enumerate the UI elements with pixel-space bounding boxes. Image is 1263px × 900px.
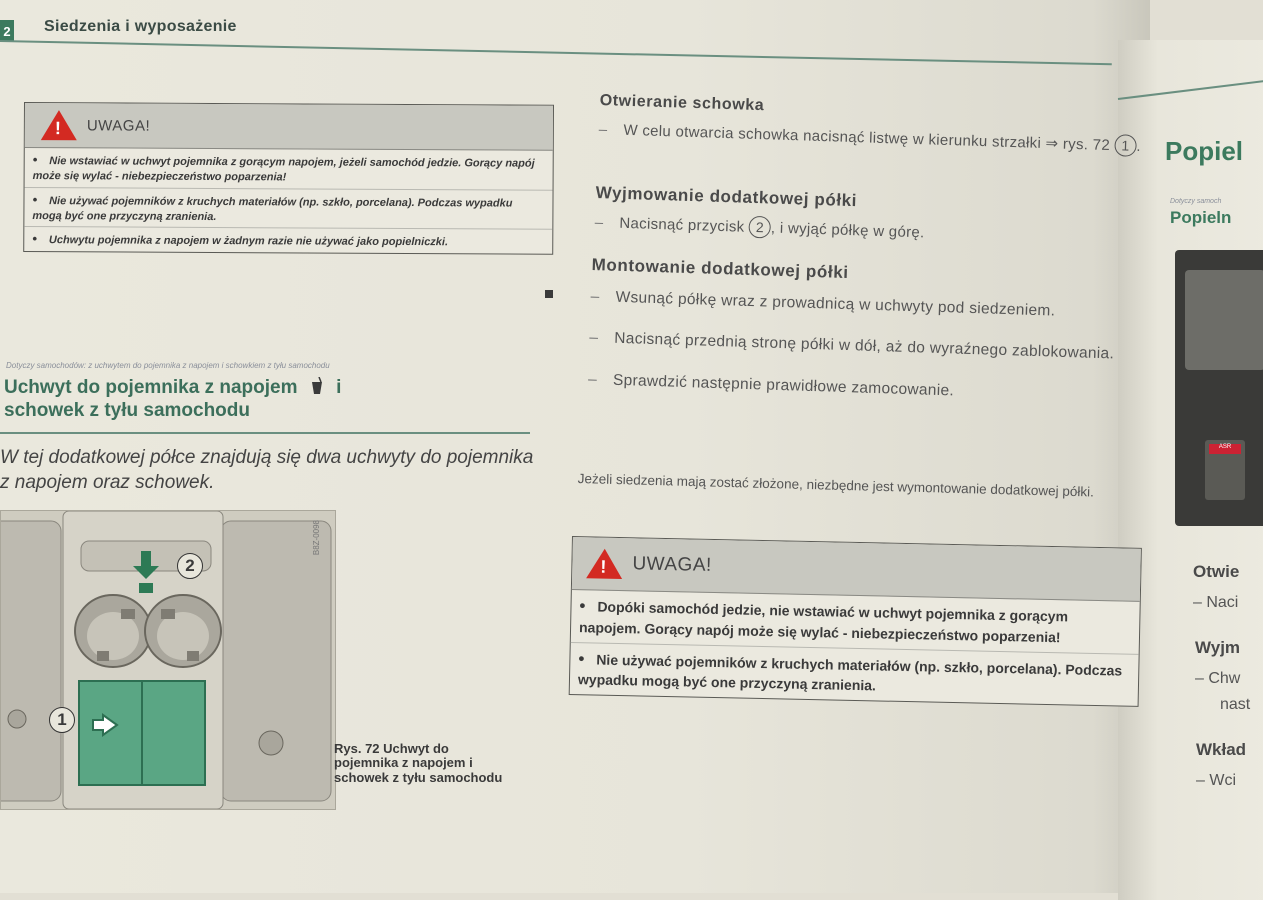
warning-triangle-icon: ! (586, 548, 623, 579)
warning-header (25, 103, 553, 151)
remove-step: – Nacisnąć przycisk 2 , i wyjąć półkę w górę. (594, 213, 925, 242)
callout-ref-1: 1 (1114, 134, 1137, 157)
warning-item: • Uchwytu pojemnika z napojem w żadnym razie nie używać jako popielniczki. (32, 231, 449, 249)
open-heading: Otwieranie schowka (599, 92, 765, 115)
open-step: – W celu otwarcia schowka nacisnąć listwę w kierunku strzałki ⇒ rys. 72 1 . (598, 120, 1142, 156)
right-page-step: – Chw (1195, 670, 1241, 687)
cup-holder-icon (309, 377, 325, 395)
figure-code: B8Z-0098 (312, 520, 321, 556)
section-rule (0, 432, 530, 434)
warning-title: UWAGA! (632, 553, 712, 576)
bullet-icon: • (32, 231, 37, 247)
warning-triangle-icon: ! (41, 110, 77, 140)
right-page-heading: Wyjm (1195, 638, 1241, 657)
bullet-icon: • (32, 191, 38, 207)
right-page-step: – Naci (1193, 594, 1239, 611)
right-page-step: nast (1220, 696, 1251, 713)
console-drawing (1, 511, 335, 809)
warning-box-left (23, 102, 554, 255)
mount-step: – Wsunąć półkę wraz z prowadnicą w uchwyty pod siedzeniem. (590, 287, 1056, 320)
figure-caption: Rys. 72 Uchwyt do pojemnika z napojem i schowek z tyłu samochodu (334, 741, 503, 785)
chapter-title: Siedzenia i wyposażenie (44, 18, 237, 35)
mount-step: – Sprawdzić następnie prawidłowe zamocowanie. (587, 370, 955, 400)
warning-item: • Nie używać pojemników z kruchych materiałów (np. szkło, porcelana). Podczas wypadku mogą być one przyczyną zranienia. (577, 648, 1123, 694)
right-page-title: Popiel (1165, 136, 1244, 166)
warning-title: UWAGA! (86, 116, 151, 135)
warning-item: • Nie używać pojemników z kruchych materiałów (np. szkło, porcelana). Podczas wypadku mogą być one przyczyną zranienia. (24, 188, 552, 230)
right-page-step: – Wci (1196, 772, 1236, 789)
photo-panel (1185, 270, 1263, 370)
ashtray-photo (1175, 250, 1263, 526)
callout-1: 1 (49, 707, 75, 733)
right-page-context-note: Dotyczy samoch (1170, 198, 1222, 205)
mount-heading: Montowanie dodatkowej półki (591, 255, 849, 283)
end-marker-icon (545, 290, 553, 298)
context-note: Dotyczy samochodów: z uchwytem do pojemnika z napojem i schowkiem z tyłu samochodu (6, 361, 330, 370)
mount-step: – Nacisnąć przednią stronę półki w dół, aż do wyraźnego zablokowania. (589, 329, 1115, 363)
callout-2: 2 (177, 553, 203, 579)
right-page-subtitle: Popieln (1170, 208, 1232, 227)
bullet-icon: • (578, 648, 585, 668)
callout-ref-2: 2 (749, 216, 772, 239)
bullet-icon: • (579, 596, 586, 616)
asr-button-image: ASR (1205, 440, 1245, 500)
right-page-heading: Wkład (1196, 740, 1247, 759)
section-title: Uchwyt do pojemnika z napojem i schowek z tyłu samochodu (4, 377, 342, 422)
intro-text: W tej dodatkowej półce znajdują się dwa uchwyty do pojemnika z napojem oraz schowek. (0, 447, 534, 493)
warning-item: • Dopóki samochód jedzie, nie wstawiać w uchwyt pojemnika z gorącym napojem. Gorący napój może się wylać - niebezpieczeństwo poparzenia! (571, 590, 1140, 654)
right-page-heading: Otwie (1193, 562, 1240, 581)
page-number: 2 (0, 20, 14, 42)
figure-illustration (0, 510, 336, 810)
bullet-icon: • (32, 152, 38, 168)
warning-box-right (569, 536, 1142, 707)
info-note: Jeżeli siedzenia mają zostać złożone, niezbędne jest wymontowanie dodatkowej półki. (577, 470, 1095, 500)
warning-item: • Nie wstawiać w uchwyt pojemnika z gorącym napojem, jeżeli samochód jedzie. Gorący napój może się wylać - niebezpieczeństwo poparzenia! (25, 148, 553, 190)
mount-section (588, 255, 1132, 406)
remove-heading: Wyjmowanie dodatkowej półki (595, 183, 858, 211)
remove-section (594, 183, 925, 243)
